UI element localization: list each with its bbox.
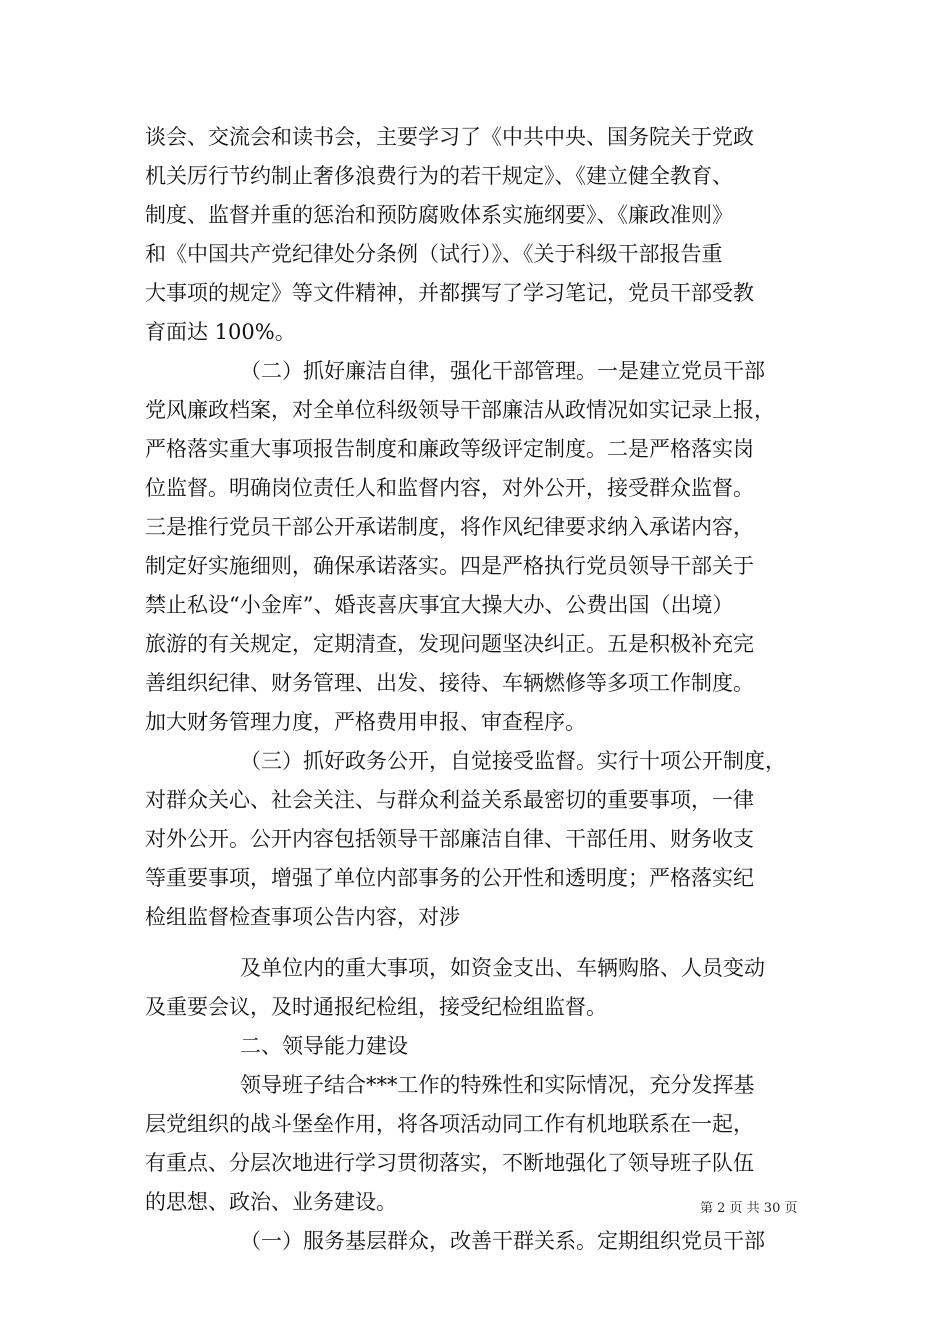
text-line: 领导班子结合***工作的特殊性和实际情况，充分发挥基: [240, 1073, 755, 1097]
text-line: 旅游的有关规定，定期清查，发现问题坚决纠正。五是积极补充完: [145, 632, 754, 656]
text-line: 和《中国共产党纪律处分条例（试行）》、《关于科级干部报告重: [145, 242, 723, 266]
paragraph-heading: （二）抓好廉洁自律，强化干部管理。一是建立党员干部: [240, 359, 765, 383]
text-line: 位监督。明确岗位责任人和监督内容，对外公开，接受群众监督。: [145, 476, 754, 500]
text-line: 三是推行党员干部公开承诺制度，将作风纪律要求纳入承诺内容，: [145, 515, 754, 539]
text-line: 制度、监督并重的惩治和预防腐败体系实施纲要》、《廉政准则》: [145, 203, 733, 227]
text-line: 党风廉政档案，对全单位科级领导干部廉洁从政情况如实记录上报，: [145, 398, 775, 422]
text-line: 育面达 100%。: [145, 320, 296, 344]
text-line: 谈会、交流会和读书会，主要学习了《中共中央、国务院关于党政: [145, 125, 754, 149]
text-line: 及单位内的重大事项，如资金支出、车辆购胳、人员变动: [240, 956, 765, 980]
text-line: 加大财务管理力度，严格费用申报、审查程序。: [145, 710, 586, 734]
text-line: 层党组织的战斗堡垒作用，将各项活动同工作有机地联系在一起，: [145, 1112, 754, 1136]
text-line: 善组织纪律、财务管理、出发、接待、车辆燃修等多项工作制度。: [145, 671, 754, 695]
text-line: 禁止私设“小金库”、婚丧喜庆事宜大操大办、公费出国（出境）: [145, 593, 734, 617]
text-line: 有重点、分层次地进行学习贯彻落实，不断地强化了领导班子队伍: [145, 1151, 754, 1175]
text-line: 机关厉行节约制止奢侈浪费行为的若干规定》、《建立健全教育、: [145, 164, 733, 188]
text-line: 大事项的规定》等文件精神，并都撰写了学习笔记，党员干部受教: [145, 281, 754, 305]
text-line: 对外公开。公开内容包括领导干部廉洁自律、干部任用、财务收支: [145, 827, 754, 851]
text-line: 及重要会议，及时通报纪检组，接受纪检组监督。: [145, 995, 607, 1019]
text-line: 对群众关心、社会关注、与群众利益关系最密切的重要事项，一律: [145, 788, 754, 812]
text-line: 的思想、政治、业务建设。: [145, 1190, 397, 1214]
text-line: 严格落实重大事项报告制度和廉政等级评定制度。二是严格落实岗: [145, 437, 754, 461]
paragraph-heading: （三）抓好政务公开，自觉接受监督。实行十项公开制度，: [240, 749, 786, 773]
page-number: 第 2 页 共 30 页: [700, 1201, 798, 1216]
paragraph-heading: （一）服务基层群众，改善干群关系。定期组织党员干部: [240, 1229, 765, 1253]
text-line: 制定好实施细则，确保承诺落实。四是严格执行党员领导干部关于: [145, 554, 754, 578]
document-body: [145, 118, 825, 1261]
text-line: 等重要事项，增强了单位内部事务的公开性和透明度；严格落实纪: [145, 866, 754, 890]
section-heading: 二、领导能力建设: [240, 1034, 408, 1058]
text-line: 检组监督检查事项公告内容，对涉: [145, 905, 460, 929]
